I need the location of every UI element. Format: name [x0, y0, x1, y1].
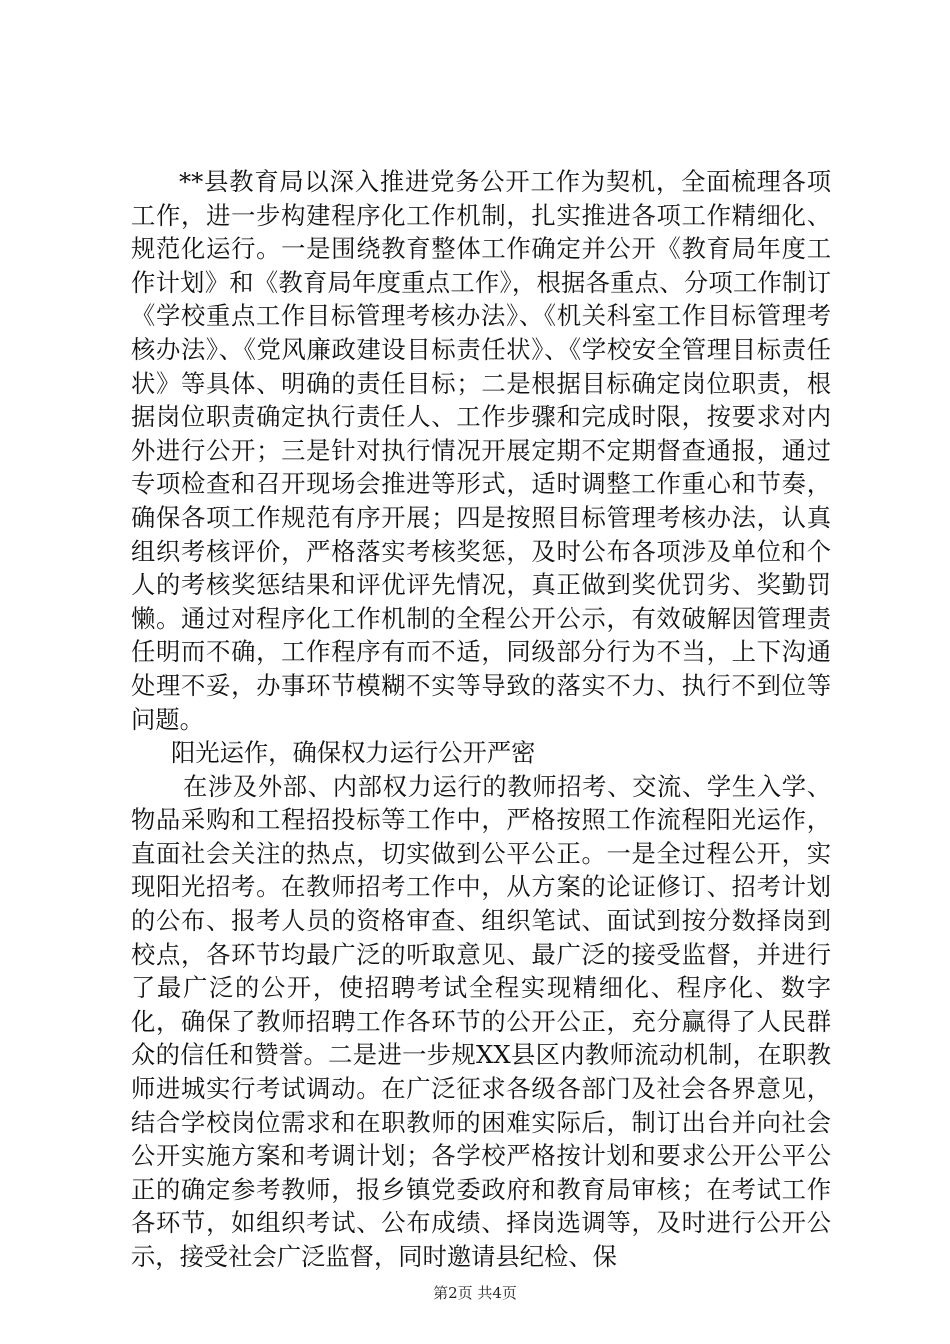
- page-number-footer: 第2页 共4页: [433, 1284, 517, 1302]
- document-body: [131, 165, 831, 1274]
- paragraph-sunshine-operation: 在涉及外部、内部权力运行的教师招考、交流、学生入学、物品采购和工程招投标等工作中，严格按照工作流程阳光运作，直面社会关注的热点，切实做到公平公正。一是全过程公开，实现阳光招考。在教师招考工作中，从方案的论证修订、招考计划的公布、报考人员的资格审查、组织笔试、面试到按分数择岗到校点，各环节均最广泛的听取意见、最广泛的接受监督，并进行了最广泛的公开，使招聘考试全程实现精细化、程序化、数字化，确保了教师招聘工作各环节的公开公正，充分赢得了人民群众的信任和赞誉。二是进一步规XX县区内教师流动机制，在职教师进城实行考试调动。在广泛征求各级各部门及社会各界意见，结合学校岗位需求和在职教师的困难实际后，制订出台并向社会公开实施方案和考调计划；各学校严格按计划和要求公开公平公正的确定参考教师，报乡镇党委政府和教育局审核；在考试工作各环节，如组织考试、公布成绩、择岗选调等，及时进行公开公示，接受社会广泛监督，同时邀请县纪检、保: [131, 771, 831, 1271]
- section-heading: 阳光运作，确保权力运行公开严密: [171, 738, 536, 768]
- paragraph-work-mechanism: **县教育局以深入推进党务公开工作为契机，全面梳理各项工作，进一步构建程序化工作机制，扎实推进各项工作精细化、规范化运行。一是围绕教育整体工作确定并公开《教育局年度工作计划》和《教育局年度重点工作》，根据各重点、分项工作制订《学校重点工作目标管理考核办法》、《机关科室工作目标管理考核办法》、《党风廉政建设目标责任状》、《学校安全管理目标责任状》等具体、明确的责任目标；二是根据目标确定岗位职责，根据岗位职责确定执行责任人、工作步骤和完成时限，按要求对内外进行公开；三是针对执行情况开展定期不定期督查通报，通过专项检查和召开现场会推进等形式，适时调整工作重心和节奏，确保各项工作规范有序开展；四是按照目标管理考核办法，认真组织考核评价，严格落实考核奖惩，及时公布各项涉及单位和个人的考核奖惩结果和评优评先情况，真正做到奖优罚劣、奖勤罚懒。通过对程序化工作机制的全程公开公示，有效破解因管理责任明而不确，工作程序有而不适，同级部分行为不当，上下沟通处理不妥，办事环节模糊不实等导致的落实不力、执行不到位等问题。: [131, 167, 831, 734]
